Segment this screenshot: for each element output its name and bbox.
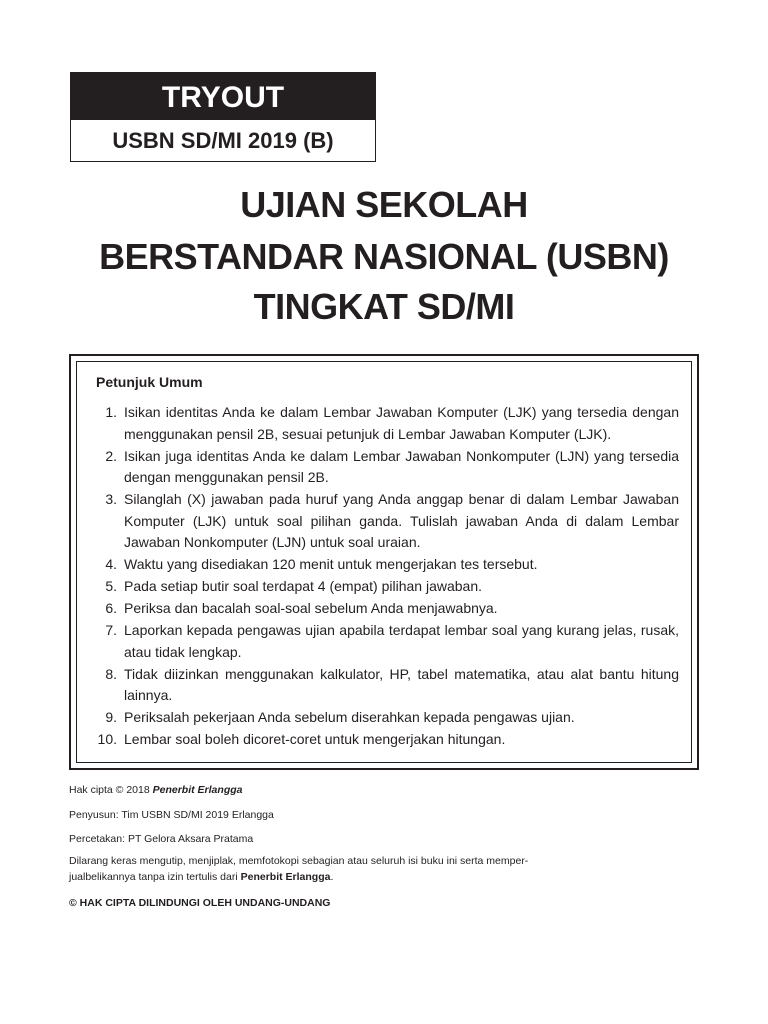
copyright-protected: © HAK CIPTA DILINDUNGI OLEH UNDANG-UNDANG [69,897,331,909]
notice-publisher: Penerbit Erlangga [240,871,331,883]
instruction-item [89,402,679,445]
badge-title: TRYOUT [70,72,376,120]
instructions-box [69,354,699,770]
instruction-number: 4. [105,556,117,572]
instruction-item [89,620,679,663]
page-title-line-3: TINGKAT SD/MI [253,286,515,327]
instruction-item [89,489,679,554]
tryout-badge [70,72,376,162]
instruction-number: 7. [105,622,117,638]
notice-suffix: . [330,871,334,883]
instruction-number: 9. [105,709,117,725]
badge-subtitle: USBN SD/MI 2019 (B) [70,120,376,162]
page-title-line-1: UJIAN SEKOLAH [240,184,528,225]
instruction-text: Waktu yang disediakan 120 menit untuk mengerjakan tes tersebut. [124,556,538,572]
copyright-prefix: Hak cipta © 2018 [69,784,153,796]
instruction-number: 3. [105,491,117,507]
instruction-text: Laporkan kepada pengawas ujian apabila terdapat lembar soal yang kurang jelas, rusak, atau tidak lengkap. [124,622,679,660]
printer-line: Percetakan: PT Gelora Aksara Pratama [69,833,254,845]
instruction-text: Periksalah pekerjaan Anda sebelum diserahkan kepada pengawas ujian. [124,709,575,725]
instruction-text: Silanglah (X) jawaban pada huruf yang Anda anggap benar di dalam Lembar Jawaban Komputer (LJK) untuk soal pilihan ganda. Tulislah jawaban Anda di dalam Lembar Jawaban Nonkomputer (LJN) untuk soal uraian. [124,491,679,550]
instruction-item [89,554,679,576]
instruction-number: 10. [97,731,117,747]
instructions-heading: Petunjuk Umum [96,374,203,390]
instruction-item [89,729,679,751]
instruction-item [89,446,679,489]
notice-prefix: jualbelikannya tanpa izin tertulis dari [69,871,241,883]
instruction-text: Tidak diizinkan menggunakan kalkulator, HP, tabel matematika, atau alat bantu hitung lainnya. [124,665,679,703]
notice-line-2 [69,871,333,883]
instruction-text: Periksa dan bacalah soal-soal sebelum Anda menjawabnya. [124,600,498,616]
compiler-line: Penyusun: Tim USBN SD/MI 2019 Erlangga [69,809,274,821]
instruction-number: 2. [105,447,117,464]
instruction-item [89,576,679,598]
instruction-text: Pada setiap butir soal terdapat 4 (empat) pilihan jawaban. [124,578,482,594]
instruction-text: Isikan identitas Anda ke dalam Lembar Jawaban Komputer (LJK) yang tersedia dengan menggunakan pensil 2B, sesuai petunjuk di Lembar Jawaban Komputer (LJK). [124,404,679,442]
page-title-line-2: BERSTANDAR NASIONAL (USBN) [99,236,669,277]
instruction-text: Isikan juga identitas Anda ke dalam Lembar Jawaban Nonkomputer (LJN) yang tersedia dengan menggunakan pensil 2B. [124,447,679,485]
instruction-item [89,664,679,707]
instruction-number: 1. [105,404,117,420]
instruction-item [89,598,679,620]
publisher-name: Penerbit Erlangga [152,784,243,796]
instructions-inner-frame [76,361,692,763]
instruction-number: 6. [105,600,117,616]
instruction-number: 8. [105,665,117,682]
instruction-text: Lembar soal boleh dicoret-coret untuk mengerjakan hitungan. [124,731,506,747]
instruction-number: 5. [105,578,117,594]
notice-line-1: Dilarang keras mengutip, menjiplak, memfotokopi sebagian atau seluruh isi buku ini serta memper- [69,855,529,867]
copyright-line [69,784,242,796]
instructions-list [89,402,679,751]
instruction-item [89,707,679,729]
